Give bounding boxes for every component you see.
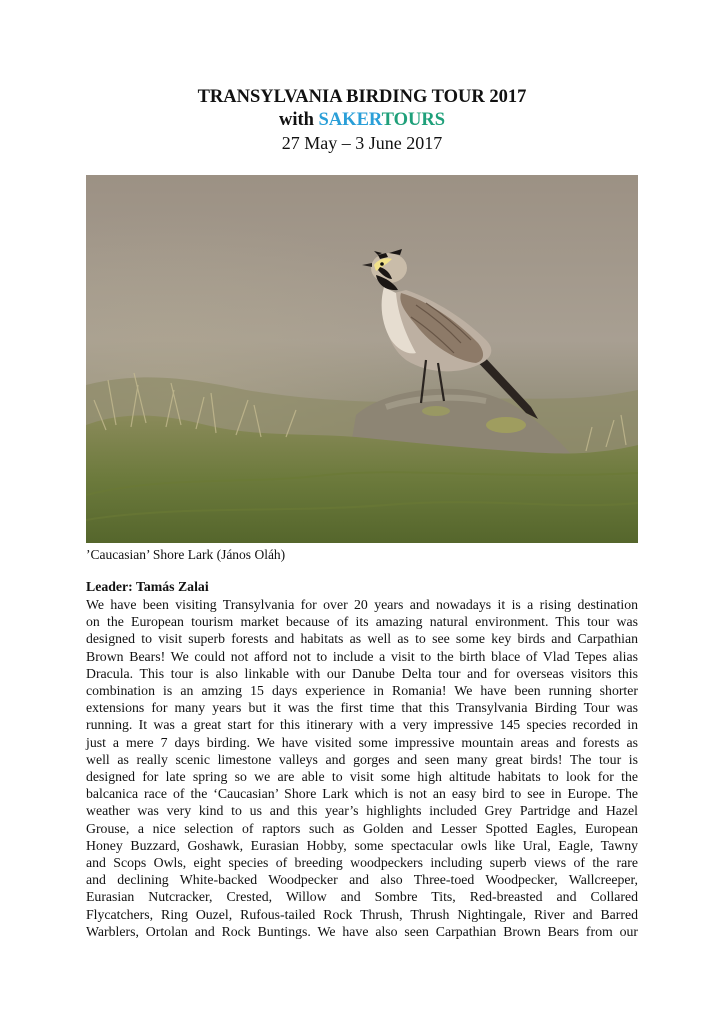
paragraph-line: balcanica race of the ‘Caucasian’ Shore Lark which is not an easy bird to see in Europe. The: [86, 786, 638, 802]
paragraph-line: and declining White-backed Woodpecker and also Three-toed Woodpecker, Wallcreeper,: [86, 872, 638, 888]
shore-lark-photo: [86, 175, 638, 543]
paragraph-line: combination is an amzing 15 days experience in Romania! We have been running shorter: [86, 683, 638, 699]
paragraph-line: and Scops Owls, eight species of breeding woodpeckers including superb views of the rare: [86, 855, 638, 871]
paragraph-line: weather was very kind to us and this year’s highlights included Grey Partridge and Hazel: [86, 803, 638, 819]
paragraph-line: We have been visiting Transylvania for over 20 years and nowadays it is a rising destination: [86, 597, 638, 612]
brand-name-part1: SAKER: [318, 110, 382, 130]
paragraph-line: Honey Buzzard, Goshawk, Eurasian Hobby, some spectacular owls like Ural, Eagle, Tawny: [86, 837, 638, 853]
company-line: [0, 109, 724, 132]
brand-name-part2: TOURS: [381, 110, 446, 130]
paragraph-line: Grouse, a nice selection of raptors such as Golden and Lesser Spotted Eagles, European: [86, 820, 638, 836]
tour-report-paragraph: [86, 596, 638, 940]
document-title: TRANSYLVANIA BIRDING TOUR 2017: [197, 87, 527, 107]
title-block: [0, 85, 724, 155]
paragraph-line: designed for late spring so we are able to visit some high altitude habitats to look for the: [86, 769, 638, 785]
paragraph-line: designed to visit superb forests and habitats as well as to see some key birds and Carpathian: [86, 631, 638, 647]
paragraph-line: Warblers, Ortolan and Rock Buntings. We have also seen Carpathian Brown Bears from our: [86, 923, 638, 939]
tour-leader: Leader: Tamás Zalai: [86, 579, 209, 594]
paragraph-line: Eurasian Nutcracker, Crested, Willow and Sombre Tits, Red-breasted and Collared: [86, 889, 638, 905]
paragraph-line: extensions for many years but it was the first time that this Transylvania Birding Tour was: [86, 700, 638, 716]
paragraph-line: just a mere 7 days birding. We have visited some impressive mountain areas and forests as: [86, 734, 638, 750]
paragraph-line: Flycatchers, Ring Ouzel, Rufous-tailed Rock Thrush, Thrush Nightingale, River and Barred: [86, 906, 638, 922]
paragraph-line: on the European tourism market because of its amazing natural environment. This tour was: [86, 614, 638, 630]
with-text: with: [278, 110, 319, 130]
tour-dates: 27 May – 3 June 2017: [281, 133, 443, 153]
paragraph-line: well as really scenic limestone valleys and gorges and seen many great birds! The tour is: [86, 751, 638, 767]
paragraph-line: running. It was a great start for this itinerary with a very impressive 145 species recorded in: [86, 717, 638, 733]
paragraph-line: Brown Bears! We could not afford not to include a visit to the birth blace of Vlad Tepes alias: [86, 648, 638, 664]
shore-lark-illustration: [86, 175, 638, 543]
paragraph-line: Dracula. This tour is also linkable with our Danube Delta tour and for overseas visitors this: [86, 665, 638, 681]
photo-caption: ’Caucasian’ Shore Lark (János Oláh): [86, 547, 286, 562]
